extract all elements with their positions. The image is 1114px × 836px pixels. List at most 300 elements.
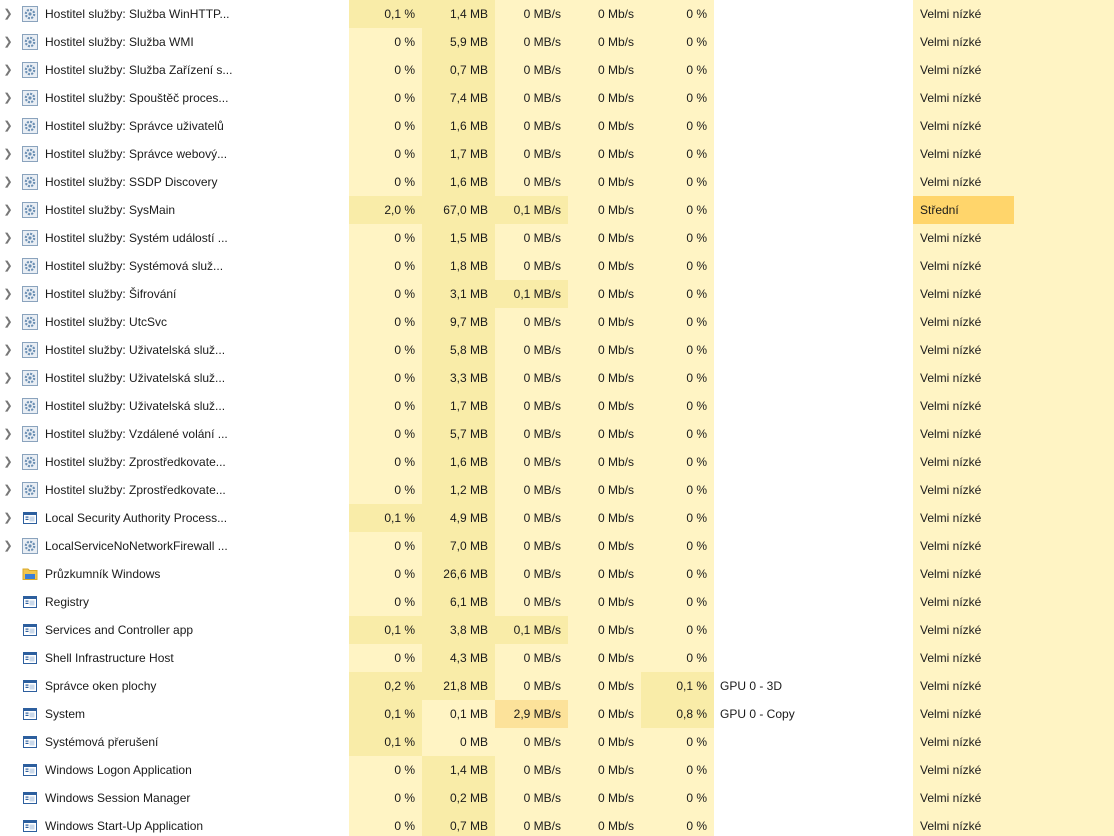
power-trend-cell xyxy=(1014,168,1114,196)
power-trend-cell xyxy=(1014,728,1114,756)
app-window-icon xyxy=(22,706,38,722)
chevron-right-icon[interactable]: ❯ xyxy=(3,204,13,216)
memory-cell: 1,4 MB xyxy=(422,756,495,784)
gpu-engine-cell xyxy=(714,560,913,588)
power-trend-cell xyxy=(1014,140,1114,168)
cpu-cell: 0 % xyxy=(349,224,422,252)
cpu-cell: 0 % xyxy=(349,252,422,280)
network-cell: 0 Mb/s xyxy=(568,420,641,448)
process-name: Hostitel služby: SysMain xyxy=(45,203,176,217)
disk-cell: 0 MB/s xyxy=(495,224,568,252)
gear-icon xyxy=(22,370,38,386)
name-cell[interactable] xyxy=(0,336,349,364)
gear-icon xyxy=(22,426,38,442)
process-name: Hostitel služby: Zprostředkovate... xyxy=(45,455,226,469)
cpu-cell: 0 % xyxy=(349,84,422,112)
name-cell[interactable] xyxy=(0,756,349,784)
power-usage-cell: Velmi nízké xyxy=(913,112,1014,140)
network-cell: 0 Mb/s xyxy=(568,196,641,224)
gpu-engine-cell: GPU 0 - 3D xyxy=(714,672,913,700)
power-usage-cell: Střední xyxy=(913,196,1014,224)
name-cell[interactable] xyxy=(0,112,349,140)
gpu-cell: 0 % xyxy=(641,140,714,168)
cpu-cell: 0,1 % xyxy=(349,0,422,28)
table-row[interactable] xyxy=(0,476,1114,504)
disk-cell: 0 MB/s xyxy=(495,336,568,364)
memory-cell: 1,7 MB xyxy=(422,392,495,420)
network-cell: 0 Mb/s xyxy=(568,112,641,140)
process-name: Hostitel služby: Služba WMI xyxy=(45,35,194,49)
disk-cell: 0 MB/s xyxy=(495,728,568,756)
disk-cell: 0,1 MB/s xyxy=(495,196,568,224)
name-cell[interactable] xyxy=(0,252,349,280)
disk-cell: 0 MB/s xyxy=(495,420,568,448)
memory-cell: 1,2 MB xyxy=(422,476,495,504)
gpu-cell: 0,1 % xyxy=(641,672,714,700)
memory-cell: 1,7 MB xyxy=(422,140,495,168)
power-trend-cell xyxy=(1014,812,1114,836)
name-cell[interactable] xyxy=(0,56,349,84)
cpu-cell: 0 % xyxy=(349,364,422,392)
disk-cell: 0 MB/s xyxy=(495,0,568,28)
power-trend-cell xyxy=(1014,112,1114,140)
network-cell: 0 Mb/s xyxy=(568,84,641,112)
power-trend-cell xyxy=(1014,644,1114,672)
table-row[interactable] xyxy=(0,196,1114,224)
chevron-right-icon[interactable]: ❯ xyxy=(3,456,13,468)
memory-cell: 1,5 MB xyxy=(422,224,495,252)
table-row[interactable] xyxy=(0,616,1114,644)
process-name: Hostitel služby: Správce uživatelů xyxy=(45,119,224,133)
process-name: Hostitel služby: SSDP Discovery xyxy=(45,175,218,189)
gear-icon xyxy=(22,258,38,274)
disk-cell: 0 MB/s xyxy=(495,168,568,196)
name-cell[interactable] xyxy=(0,196,349,224)
chevron-right-icon[interactable]: ❯ xyxy=(3,288,13,300)
process-name: Hostitel služby: UtcSvc xyxy=(45,315,168,329)
network-cell: 0 Mb/s xyxy=(568,476,641,504)
name-cell[interactable] xyxy=(0,476,349,504)
table-row[interactable] xyxy=(0,532,1114,560)
table-row[interactable] xyxy=(0,336,1114,364)
power-trend-cell xyxy=(1014,252,1114,280)
power-usage-cell: Velmi nízké xyxy=(913,308,1014,336)
power-trend-cell xyxy=(1014,476,1114,504)
table-row[interactable] xyxy=(0,56,1114,84)
disk-cell: 0 MB/s xyxy=(495,112,568,140)
process-name: Hostitel služby: Uživatelská služ... xyxy=(45,399,226,413)
cpu-cell: 0,2 % xyxy=(349,672,422,700)
network-cell: 0 Mb/s xyxy=(568,756,641,784)
name-cell[interactable] xyxy=(0,728,349,756)
power-usage-cell: Velmi nízké xyxy=(913,0,1014,28)
memory-cell: 0,7 MB xyxy=(422,812,495,836)
table-row[interactable] xyxy=(0,728,1114,756)
power-trend-cell xyxy=(1014,308,1114,336)
gear-icon xyxy=(22,118,38,134)
power-usage-cell: Velmi nízké xyxy=(913,644,1014,672)
process-name: Local Security Authority Process... xyxy=(45,511,228,525)
table-row[interactable] xyxy=(0,672,1114,700)
name-cell[interactable] xyxy=(0,532,349,560)
power-usage-cell: Velmi nízké xyxy=(913,784,1014,812)
cpu-cell: 2,0 % xyxy=(349,196,422,224)
gear-icon xyxy=(22,90,38,106)
power-trend-cell xyxy=(1014,0,1114,28)
memory-cell: 5,8 MB xyxy=(422,336,495,364)
power-usage-cell: Velmi nízké xyxy=(913,560,1014,588)
disk-cell: 0 MB/s xyxy=(495,812,568,836)
cpu-cell: 0 % xyxy=(349,532,422,560)
gear-icon xyxy=(22,482,38,498)
name-cell[interactable] xyxy=(0,224,349,252)
table-row[interactable] xyxy=(0,28,1114,56)
gpu-cell: 0 % xyxy=(641,476,714,504)
memory-cell: 3,1 MB xyxy=(422,280,495,308)
app-window-icon xyxy=(22,762,38,778)
disk-cell: 0 MB/s xyxy=(495,504,568,532)
name-cell[interactable] xyxy=(0,168,349,196)
network-cell: 0 Mb/s xyxy=(568,336,641,364)
app-window-icon xyxy=(22,678,38,694)
gpu-engine-cell xyxy=(714,588,913,616)
table-row[interactable] xyxy=(0,84,1114,112)
name-cell[interactable] xyxy=(0,364,349,392)
network-cell: 0 Mb/s xyxy=(568,308,641,336)
name-cell[interactable] xyxy=(0,392,349,420)
gpu-engine-cell xyxy=(714,728,913,756)
gpu-cell: 0 % xyxy=(641,0,714,28)
power-usage-cell: Velmi nízké xyxy=(913,812,1014,836)
disk-cell: 0 MB/s xyxy=(495,784,568,812)
gear-icon xyxy=(22,62,38,78)
gpu-engine-cell xyxy=(714,644,913,672)
process-name: Hostitel služby: Systém událostí ... xyxy=(45,231,228,245)
gpu-engine-cell xyxy=(714,112,913,140)
name-cell[interactable] xyxy=(0,84,349,112)
gpu-cell: 0 % xyxy=(641,616,714,644)
gpu-cell: 0 % xyxy=(641,252,714,280)
gear-icon xyxy=(22,454,38,470)
cpu-cell: 0 % xyxy=(349,588,422,616)
chevron-right-icon[interactable]: ❯ xyxy=(3,92,13,104)
chevron-right-icon[interactable]: ❯ xyxy=(3,428,13,440)
name-cell[interactable] xyxy=(0,28,349,56)
table-row[interactable] xyxy=(0,756,1114,784)
table-row[interactable] xyxy=(0,784,1114,812)
table-row[interactable] xyxy=(0,420,1114,448)
table-row[interactable] xyxy=(0,308,1114,336)
table-row[interactable] xyxy=(0,168,1114,196)
gpu-engine-cell xyxy=(714,308,913,336)
power-usage-cell: Velmi nízké xyxy=(913,756,1014,784)
power-usage-cell: Velmi nízké xyxy=(913,364,1014,392)
table-row[interactable] xyxy=(0,0,1114,28)
gear-icon xyxy=(22,174,38,190)
gpu-engine-cell xyxy=(714,336,913,364)
network-cell: 0 Mb/s xyxy=(568,252,641,280)
name-cell[interactable] xyxy=(0,588,349,616)
gpu-cell: 0 % xyxy=(641,392,714,420)
network-cell: 0 Mb/s xyxy=(568,532,641,560)
gpu-engine-cell xyxy=(714,196,913,224)
network-cell: 0 Mb/s xyxy=(568,560,641,588)
chevron-right-icon[interactable]: ❯ xyxy=(3,176,13,188)
gpu-engine-cell xyxy=(714,140,913,168)
process-name: Services and Controller app xyxy=(45,623,194,637)
gpu-engine-cell xyxy=(714,224,913,252)
table-row[interactable] xyxy=(0,504,1114,532)
gpu-engine-cell xyxy=(714,84,913,112)
name-cell[interactable] xyxy=(0,784,349,812)
gpu-cell: 0 % xyxy=(641,56,714,84)
table-row[interactable] xyxy=(0,700,1114,728)
gpu-cell: 0 % xyxy=(641,196,714,224)
disk-cell: 0 MB/s xyxy=(495,644,568,672)
power-usage-cell: Velmi nízké xyxy=(913,168,1014,196)
gpu-engine-cell xyxy=(714,252,913,280)
gear-icon xyxy=(22,286,38,302)
process-name: Hostitel služby: Šifrování xyxy=(45,287,177,301)
table-row[interactable] xyxy=(0,560,1114,588)
app-window-icon xyxy=(22,734,38,750)
network-cell: 0 Mb/s xyxy=(568,392,641,420)
gpu-cell: 0 % xyxy=(641,336,714,364)
name-cell[interactable] xyxy=(0,700,349,728)
name-cell[interactable] xyxy=(0,0,349,28)
network-cell: 0 Mb/s xyxy=(568,168,641,196)
app-window-icon xyxy=(22,594,38,610)
memory-cell: 1,4 MB xyxy=(422,0,495,28)
disk-cell: 0 MB/s xyxy=(495,476,568,504)
gpu-engine-cell xyxy=(714,280,913,308)
process-name: Správce oken plochy xyxy=(45,679,157,693)
gpu-engine-cell xyxy=(714,532,913,560)
app-window-icon xyxy=(22,790,38,806)
app-window-icon xyxy=(22,622,38,638)
memory-cell: 1,6 MB xyxy=(422,168,495,196)
chevron-right-icon[interactable]: ❯ xyxy=(3,540,13,552)
power-usage-cell: Velmi nízké xyxy=(913,728,1014,756)
disk-cell: 0 MB/s xyxy=(495,28,568,56)
cpu-cell: 0 % xyxy=(349,280,422,308)
disk-cell: 0 MB/s xyxy=(495,364,568,392)
gpu-cell: 0 % xyxy=(641,308,714,336)
process-name: Hostitel služby: Služba WinHTTP... xyxy=(45,7,230,21)
chevron-right-icon[interactable]: ❯ xyxy=(3,316,13,328)
power-usage-cell: Velmi nízké xyxy=(913,280,1014,308)
cpu-cell: 0 % xyxy=(349,476,422,504)
name-cell[interactable] xyxy=(0,448,349,476)
name-cell[interactable] xyxy=(0,308,349,336)
network-cell: 0 Mb/s xyxy=(568,728,641,756)
process-name: System xyxy=(45,707,86,721)
disk-cell: 0 MB/s xyxy=(495,252,568,280)
name-cell[interactable] xyxy=(0,504,349,532)
disk-cell: 0 MB/s xyxy=(495,756,568,784)
power-trend-cell xyxy=(1014,616,1114,644)
table-row[interactable] xyxy=(0,392,1114,420)
memory-cell: 26,6 MB xyxy=(422,560,495,588)
cpu-cell: 0 % xyxy=(349,644,422,672)
gpu-engine-cell xyxy=(714,476,913,504)
disk-cell: 0 MB/s xyxy=(495,308,568,336)
chevron-right-icon[interactable]: ❯ xyxy=(3,120,13,132)
network-cell: 0 Mb/s xyxy=(568,224,641,252)
chevron-right-icon[interactable]: ❯ xyxy=(3,36,13,48)
table-row[interactable] xyxy=(0,644,1114,672)
process-name: Hostitel služby: Zprostředkovate... xyxy=(45,483,226,497)
power-usage-cell: Velmi nízké xyxy=(913,616,1014,644)
process-name: Systémová přerušení xyxy=(45,735,159,749)
network-cell: 0 Mb/s xyxy=(568,616,641,644)
table-row[interactable] xyxy=(0,224,1114,252)
power-trend-cell xyxy=(1014,784,1114,812)
memory-cell: 5,9 MB xyxy=(422,28,495,56)
network-cell: 0 Mb/s xyxy=(568,364,641,392)
gpu-cell: 0 % xyxy=(641,728,714,756)
name-cell[interactable] xyxy=(0,812,349,836)
process-name: LocalServiceNoNetworkFirewall ... xyxy=(45,539,228,553)
process-name: Hostitel služby: Spouštěč proces... xyxy=(45,91,229,105)
power-trend-cell xyxy=(1014,28,1114,56)
gear-icon xyxy=(22,146,38,162)
power-trend-cell xyxy=(1014,224,1114,252)
power-trend-cell xyxy=(1014,336,1114,364)
gpu-engine-cell: GPU 0 - Copy xyxy=(714,700,913,728)
power-usage-cell: Velmi nízké xyxy=(913,28,1014,56)
power-trend-cell xyxy=(1014,672,1114,700)
name-cell[interactable] xyxy=(0,616,349,644)
power-usage-cell: Velmi nízké xyxy=(913,56,1014,84)
gpu-cell: 0 % xyxy=(641,812,714,836)
process-name: Windows Start-Up Application xyxy=(45,819,204,833)
chevron-right-icon[interactable]: ❯ xyxy=(3,8,13,20)
table-row[interactable] xyxy=(0,140,1114,168)
chevron-right-icon[interactable]: ❯ xyxy=(3,512,13,524)
name-cell[interactable] xyxy=(0,560,349,588)
table-row[interactable] xyxy=(0,280,1114,308)
name-cell[interactable] xyxy=(0,420,349,448)
cpu-cell: 0 % xyxy=(349,784,422,812)
cpu-cell: 0 % xyxy=(349,392,422,420)
table-row[interactable] xyxy=(0,112,1114,140)
chevron-right-icon[interactable]: ❯ xyxy=(3,372,13,384)
process-name: Windows Logon Application xyxy=(45,763,192,777)
power-usage-cell: Velmi nízké xyxy=(913,476,1014,504)
name-cell[interactable] xyxy=(0,672,349,700)
gpu-cell: 0 % xyxy=(641,448,714,476)
app-window-icon xyxy=(22,650,38,666)
memory-cell: 1,6 MB xyxy=(422,448,495,476)
power-usage-cell: Velmi nízké xyxy=(913,252,1014,280)
cpu-cell: 0 % xyxy=(349,812,422,836)
gpu-cell: 0 % xyxy=(641,644,714,672)
gpu-cell: 0 % xyxy=(641,224,714,252)
chevron-right-icon[interactable]: ❯ xyxy=(3,344,13,356)
chevron-right-icon[interactable]: ❯ xyxy=(3,64,13,76)
memory-cell: 3,3 MB xyxy=(422,364,495,392)
process-name: Hostitel služby: Systémová služ... xyxy=(45,259,224,273)
gpu-cell: 0 % xyxy=(641,588,714,616)
power-trend-cell xyxy=(1014,448,1114,476)
disk-cell: 0 MB/s xyxy=(495,588,568,616)
disk-cell: 0 MB/s xyxy=(495,672,568,700)
gear-icon xyxy=(22,230,38,246)
gpu-engine-cell xyxy=(714,28,913,56)
memory-cell: 21,8 MB xyxy=(422,672,495,700)
gpu-engine-cell xyxy=(714,784,913,812)
gear-icon xyxy=(22,34,38,50)
memory-cell: 4,9 MB xyxy=(422,504,495,532)
network-cell: 0 Mb/s xyxy=(568,812,641,836)
gpu-cell: 0 % xyxy=(641,784,714,812)
app-window-icon xyxy=(22,510,38,526)
memory-cell: 1,8 MB xyxy=(422,252,495,280)
chevron-right-icon[interactable]: ❯ xyxy=(3,148,13,160)
table-row[interactable] xyxy=(0,448,1114,476)
cpu-cell: 0 % xyxy=(349,336,422,364)
process-name: Shell Infrastructure Host xyxy=(45,651,174,665)
chevron-right-icon[interactable]: ❯ xyxy=(3,232,13,244)
gpu-engine-cell xyxy=(714,756,913,784)
network-cell: 0 Mb/s xyxy=(568,448,641,476)
gpu-cell: 0 % xyxy=(641,168,714,196)
network-cell: 0 Mb/s xyxy=(568,504,641,532)
network-cell: 0 Mb/s xyxy=(568,644,641,672)
cpu-cell: 0 % xyxy=(349,756,422,784)
cpu-cell: 0 % xyxy=(349,56,422,84)
network-cell: 0 Mb/s xyxy=(568,784,641,812)
table-row[interactable] xyxy=(0,364,1114,392)
table-row[interactable] xyxy=(0,252,1114,280)
disk-cell: 0,1 MB/s xyxy=(495,280,568,308)
memory-cell: 9,7 MB xyxy=(422,308,495,336)
gpu-cell: 0 % xyxy=(641,112,714,140)
gpu-engine-cell xyxy=(714,504,913,532)
gpu-cell: 0 % xyxy=(641,756,714,784)
cpu-cell: 0 % xyxy=(349,560,422,588)
table-row[interactable] xyxy=(0,812,1114,836)
gpu-cell: 0 % xyxy=(641,84,714,112)
gpu-cell: 0 % xyxy=(641,420,714,448)
cpu-cell: 0,1 % xyxy=(349,700,422,728)
gpu-cell: 0 % xyxy=(641,504,714,532)
name-cell[interactable] xyxy=(0,644,349,672)
gpu-cell: 0 % xyxy=(641,532,714,560)
power-usage-cell: Velmi nízké xyxy=(913,700,1014,728)
gpu-cell: 0 % xyxy=(641,364,714,392)
name-cell[interactable] xyxy=(0,280,349,308)
memory-cell: 0 MB xyxy=(422,728,495,756)
gpu-engine-cell xyxy=(714,168,913,196)
power-trend-cell xyxy=(1014,588,1114,616)
process-name: Windows Session Manager xyxy=(45,791,191,805)
network-cell: 0 Mb/s xyxy=(568,28,641,56)
disk-cell: 2,9 MB/s xyxy=(495,700,568,728)
table-row[interactable] xyxy=(0,588,1114,616)
cpu-cell: 0,1 % xyxy=(349,728,422,756)
gear-icon xyxy=(22,6,38,22)
gpu-cell: 0 % xyxy=(641,280,714,308)
chevron-right-icon[interactable]: ❯ xyxy=(3,260,13,272)
name-cell[interactable] xyxy=(0,140,349,168)
chevron-right-icon[interactable]: ❯ xyxy=(3,400,13,412)
chevron-right-icon[interactable]: ❯ xyxy=(3,484,13,496)
memory-cell: 1,6 MB xyxy=(422,112,495,140)
cpu-cell: 0 % xyxy=(349,140,422,168)
gpu-engine-cell xyxy=(714,392,913,420)
